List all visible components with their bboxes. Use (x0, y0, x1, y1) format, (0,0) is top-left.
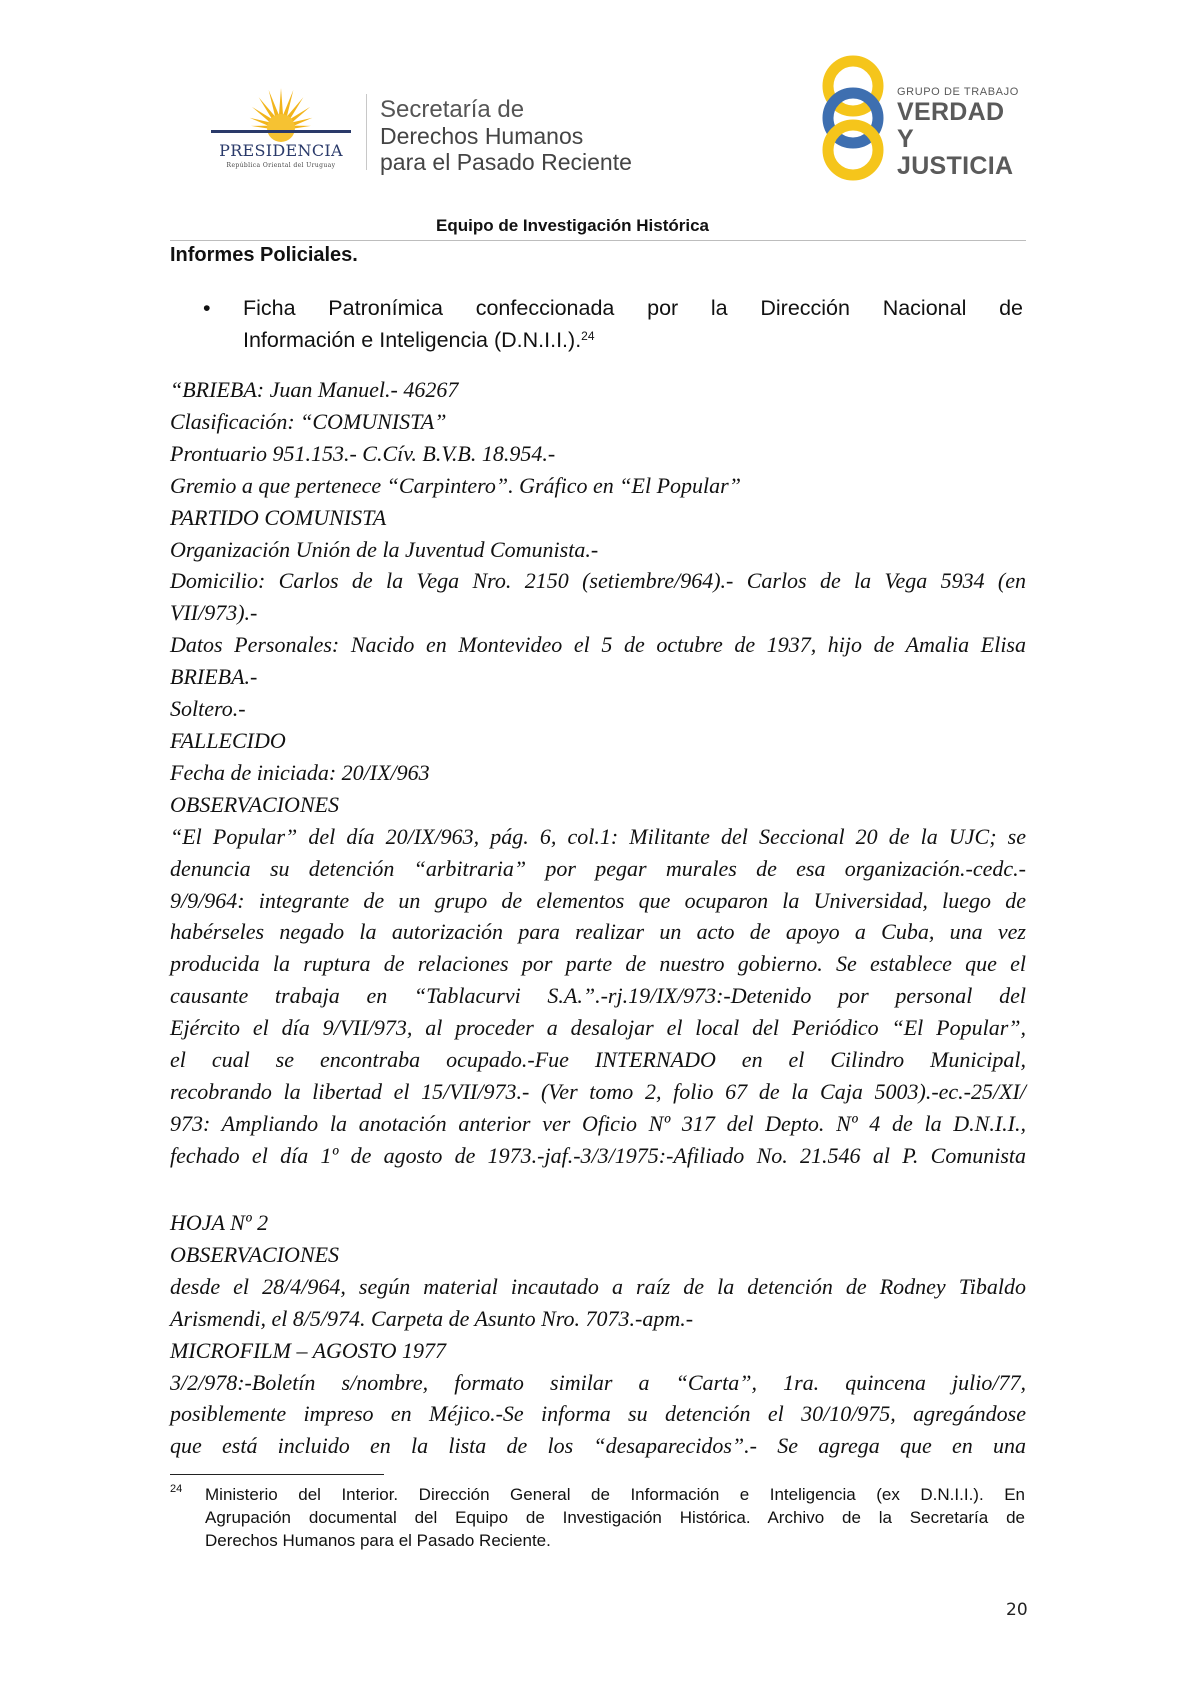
secretaria-line-2: Derechos Humanos (380, 123, 584, 149)
footnote-rule (170, 1474, 384, 1475)
hoja-2-block (170, 1207, 1026, 1462)
verdad-justicia-wordmark (897, 86, 1025, 180)
observation-line: 9/9/964: integrante de un grupo de elementos que ocuparon la Universidad, luego de (170, 887, 1026, 913)
footnote-line: Agrupación documental del Equipo de Investigación Histórica. Archivo de la Secretaría de (205, 1508, 1025, 1527)
presidencia-wordmark: PRESIDENCIA (219, 141, 343, 160)
bullet-dot: • (203, 296, 211, 320)
record-line: PARTIDO COMUNISTA (170, 504, 387, 530)
observation-line: denuncia su detención “arbitraria” por pegar murales de esa organización.-cedc.- (170, 855, 1026, 881)
record-block (170, 374, 1026, 1172)
hoja-2-line: MICROFILM – AGOSTO 1977 (170, 1337, 447, 1363)
observation-line: “El Popular” del día 20/IX/963, pág. 6, col.1: Militante del Seccional 20 de la UJC; se (170, 823, 1026, 849)
verdad-justicia-logo (815, 54, 1025, 182)
bullet-line-2 (243, 324, 1023, 356)
observation-line: habérseles negado la autorización para realizar un acto de apoyo a Cuba, una vez (170, 919, 1026, 945)
interlocking-rings-icon (815, 54, 895, 182)
observation-line: Ejército el día 9/VII/973, al proceder a desalojar el local del Periódico “El Popular”, (170, 1015, 1026, 1041)
hoja-2-title: HOJA Nº 2 (170, 1210, 269, 1235)
section-title: Informes Policiales. (170, 244, 358, 266)
hoja-2-observaciones: OBSERVACIONES (170, 1241, 340, 1267)
hoja-2-line: Arismendi, el 8/5/974. Carpeta de Asunto Nro. 7073.-apm.- (170, 1305, 694, 1331)
bullet-line-1: Ficha Patronímica confeccionada por la Dirección Nacional de (243, 296, 1023, 320)
record-line: “BRIEBA: Juan Manuel.- 46267 (170, 377, 459, 402)
observation-line: recobrando la libertad el 15/VII/973.- (Ver tomo 2, folio 67 de la Caja 5003).-ec.-25/XI/ (170, 1078, 1026, 1104)
observation-line: producida la ruptura de relaciones por parte de nuestro gobierno. Se establece que el (170, 951, 1026, 977)
header-rule (170, 240, 1026, 241)
secretaria-line-1: Secretaría de (380, 96, 525, 123)
secretaria-wordmark (380, 96, 632, 175)
footnote-number: 24 (170, 1483, 183, 1495)
hoja-2-line: posiblemente impreso en Méjico.-Se informa su detención el 30/10/975, agregándose (170, 1401, 1026, 1427)
observation-line: el cual se encontraba ocupado.-Fue INTERNADO en el Cilindro Municipal, (170, 1047, 1026, 1073)
footnote-text (205, 1483, 1025, 1552)
record-line: BRIEBA.- (170, 664, 258, 690)
page-header (0, 0, 1191, 235)
vj-line-2: VERDAD Y (897, 98, 1005, 153)
record-line: OBSERVACIONES (170, 791, 340, 817)
record-line: VII/973).- (170, 600, 258, 626)
record-line: FALLECIDO (170, 727, 286, 753)
team-heading: Equipo de Investigación Histórica (436, 216, 709, 235)
record-line: Soltero.- (170, 696, 246, 722)
hoja-2-line: que está incluido en la lista de los “desaparecidos”.- Se agrega que en una (170, 1433, 1026, 1459)
record-line: Gremio a que pertenece “Carpintero”. Gráfico en “El Popular” (170, 472, 741, 498)
vj-line-1: GRUPO DE TRABAJO (897, 86, 1019, 98)
record-line: Fecha de iniciada: 20/IX/963 (170, 759, 430, 785)
record-line: Datos Personales: Nacido en Montevideo el 5 de octubre de 1937, hijo de Amalia Elisa (170, 632, 1026, 658)
sun-icon (205, 84, 357, 144)
hoja-2-line: desde el 28/4/964, según material incautado a raíz de la detención de Rodney Tibaldo (170, 1273, 1026, 1299)
vj-line-3: JUSTICIA (897, 152, 1014, 180)
secretaria-line-3: para el Pasado Reciente (380, 149, 632, 175)
page-number: 20 (1006, 1600, 1028, 1620)
record-line: Prontuario 951.153.- C.Cív. B.V.B. 18.954.- (170, 440, 556, 466)
record-line: Clasificación: “COMUNISTA” (170, 408, 447, 434)
hoja-2-line: 3/2/978:-Boletín s/nombre, formato similar a “Carta”, 1ra. quincena julio/77, (170, 1369, 1026, 1395)
record-line: Domicilio: Carlos de la Vega Nro. 2150 (setiembre/964).- Carlos de la Vega 5934 (en (170, 568, 1026, 594)
footnote-line: Ministerio del Interior. Dirección General de Información e Inteligencia (ex D.N.I.I.). En (205, 1485, 1025, 1504)
presidencia-logo (205, 84, 357, 176)
observation-line: causante trabaja en “Tablacurvi S.A.”.-rj.19/IX/973:-Detenido por personal del (170, 983, 1026, 1009)
presidencia-subtitle: República Oriental del Uruguay (226, 162, 336, 169)
footnote-line: Derechos Humanos para el Pasado Reciente. (205, 1531, 551, 1550)
header-divider (366, 94, 367, 170)
observation-line: fechado el día 1º de agosto de 1973.-jaf.-3/3/1975:-Afiliado No. 21.546 al P. Comunista (170, 1142, 1026, 1168)
bullet-line-2-text: Información e Inteligencia (D.N.I.I.). (243, 328, 582, 352)
observation-line: 973: Ampliando la anotación anterior ver Oficio Nº 317 del Depto. Nº 4 de la D.N.I.I., (170, 1110, 1026, 1136)
footnote-ref[interactable]: 24 (581, 329, 595, 343)
record-line: Organización Unión de la Juventud Comunista.- (170, 536, 599, 562)
